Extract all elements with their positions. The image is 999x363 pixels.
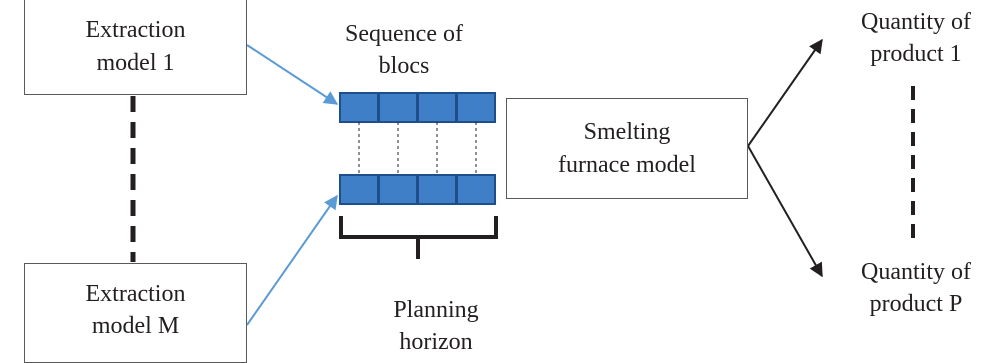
quantity-product-p-label (836, 256, 996, 321)
sequence-label-line1: Sequence of (345, 21, 463, 47)
sequence-of-blocs-label (316, 18, 492, 83)
smelting-model-line2: furnace model (558, 151, 696, 178)
smelting-furnace-model-box (506, 98, 748, 199)
quantity-product-1-label (836, 6, 996, 71)
bloc (340, 93, 378, 122)
planning-horizon-label (348, 294, 524, 359)
bloc (418, 175, 456, 204)
planning-label-line1: Planning (393, 297, 479, 323)
bloc (457, 175, 495, 204)
product-1-line2: product 1 (870, 41, 962, 68)
bloc-sequence-top (340, 93, 495, 122)
arrow-to-product-p (748, 146, 822, 276)
bloc (379, 93, 417, 122)
planning-horizon-bracket (341, 216, 496, 259)
bloc (418, 93, 456, 122)
sequence-label-line2: blocs (378, 53, 430, 80)
extraction-model-1-line1: Extraction (85, 17, 186, 44)
extraction-model-m-box (24, 263, 247, 363)
product-p-line1: Quantity of (861, 259, 971, 285)
arrow-extraction-m-to-sequence (247, 196, 337, 325)
product-1-line1: Quantity of (861, 9, 971, 35)
arrow-to-product-1 (748, 40, 822, 146)
extraction-model-m-line1: Extraction (85, 281, 186, 307)
bloc (340, 175, 378, 204)
extraction-model-1-line2: model 1 (96, 49, 175, 76)
bloc (379, 175, 417, 204)
bloc (457, 93, 495, 122)
extraction-model-1-box (24, 0, 247, 95)
planning-label-line2: horizon (399, 329, 473, 356)
smelting-model-line1: Smelting (583, 119, 671, 146)
bloc-sequence-connectors (359, 122, 476, 175)
extraction-model-m-line2: model M (91, 313, 180, 340)
product-p-line2: product P (869, 291, 963, 318)
bloc-sequence-bottom (340, 175, 495, 204)
